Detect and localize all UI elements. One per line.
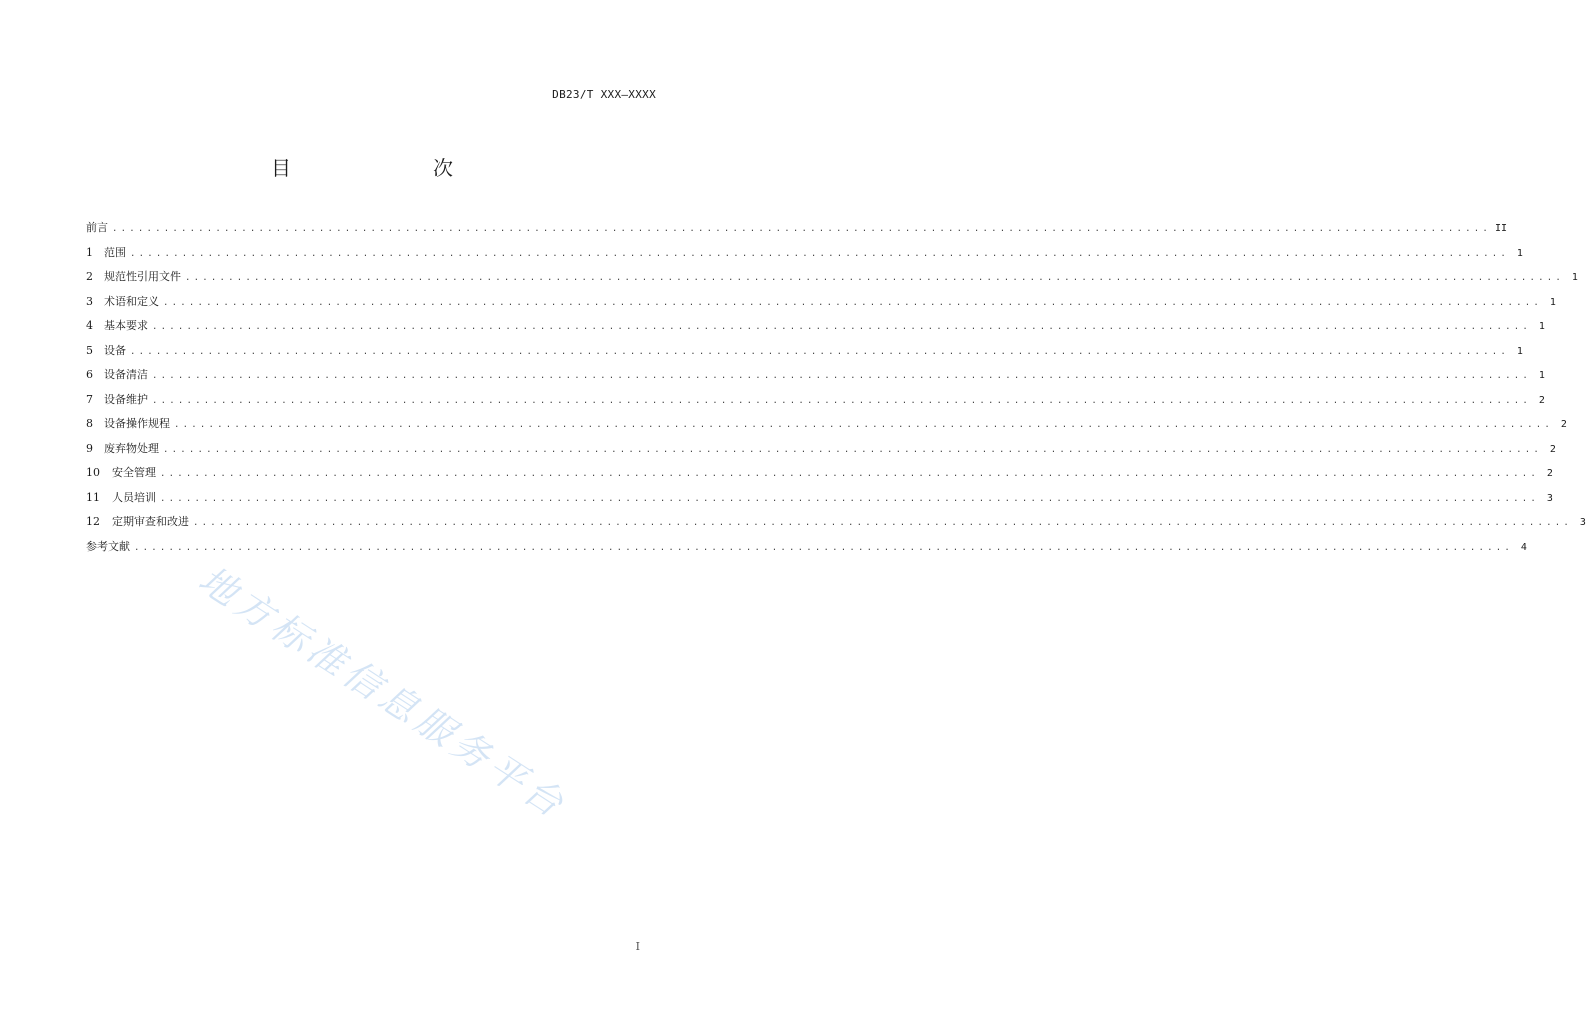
toc-entry[interactable] bbox=[86, 366, 1545, 391]
toc-entry[interactable] bbox=[86, 317, 1545, 342]
toc-entry[interactable] bbox=[86, 293, 1556, 318]
toc-entry-label: 设备清洁 bbox=[104, 368, 148, 381]
toc-dot-leader: ................................................................................................................................................................ bbox=[193, 518, 1572, 528]
toc-entry-page: 3 bbox=[1546, 492, 1553, 504]
table-of-contents bbox=[86, 219, 1586, 562]
toc-entry-page: 4 bbox=[1520, 541, 1527, 553]
toc-entry-number: 9 bbox=[86, 441, 93, 455]
toc-entry[interactable] bbox=[86, 464, 1553, 489]
toc-entry-number: 3 bbox=[86, 294, 93, 308]
toc-entry[interactable] bbox=[86, 489, 1553, 514]
toc-entry-label: 废弃物处理 bbox=[104, 441, 159, 455]
watermark: 地方标准信息服务平台 bbox=[191, 557, 576, 829]
toc-entry[interactable] bbox=[86, 513, 1586, 538]
toc-dot-leader: ................................................................................................................................................................ bbox=[163, 297, 1542, 308]
toc-entry-page: 1 bbox=[1538, 321, 1545, 332]
toc-dot-leader: ................................................................................................................................................................ bbox=[160, 493, 1539, 504]
toc-dot-leader: ................................................................................................................................................................ bbox=[130, 346, 1509, 357]
toc-dot-leader: ................................................................................................................................................................ bbox=[134, 542, 1513, 553]
toc-dot-leader: ................................................................................................................................................................ bbox=[174, 420, 1553, 430]
toc-dot-leader: ................................................................................................................................................................ bbox=[185, 273, 1564, 283]
toc-entry-number: 10 bbox=[86, 466, 100, 479]
toc-entry-label: 设备 bbox=[104, 343, 126, 357]
toc-entry-page: 2 bbox=[1546, 468, 1553, 479]
toc-entry-page: II bbox=[1494, 223, 1507, 234]
toc-entry-label: 规范性引用文件 bbox=[104, 270, 181, 283]
toc-entry-label: 参考文献 bbox=[86, 539, 130, 553]
toc-entry-page: 2 bbox=[1549, 443, 1556, 455]
document-code: DB23/T XXX—XXXX bbox=[552, 88, 656, 101]
toc-entry-label: 术语和定义 bbox=[104, 294, 159, 308]
toc-entry-page: 1 bbox=[1516, 345, 1523, 357]
toc-entry-label: 前言 bbox=[86, 221, 108, 234]
toc-entry[interactable] bbox=[86, 391, 1545, 416]
page-title: 目 次 bbox=[271, 156, 487, 180]
page-number: I bbox=[635, 940, 640, 953]
toc-entry-number: 11 bbox=[86, 490, 100, 504]
toc-dot-leader: ................................................................................................................................................................ bbox=[152, 395, 1531, 406]
toc-entry-number: 1 bbox=[86, 245, 93, 259]
toc-entry-label: 设备操作规程 bbox=[104, 417, 170, 430]
toc-entry-page: 1 bbox=[1549, 296, 1556, 308]
toc-entry-number: 4 bbox=[86, 319, 93, 332]
toc-entry-page: 2 bbox=[1538, 394, 1545, 406]
toc-entry-number: 12 bbox=[86, 515, 100, 528]
toc-dot-leader: ................................................................................................................................................................ bbox=[130, 248, 1509, 259]
toc-entry[interactable] bbox=[86, 342, 1523, 367]
toc-dot-leader: ................................................................................................................................................................ bbox=[163, 444, 1542, 455]
toc-entry[interactable] bbox=[86, 268, 1578, 293]
toc-entry-number: 6 bbox=[86, 368, 93, 381]
toc-entry-page: 1 bbox=[1538, 370, 1545, 381]
toc-entry-number: 2 bbox=[86, 270, 93, 283]
toc-dot-leader: ................................................................................................................................................................ bbox=[152, 371, 1531, 381]
toc-entry-label: 安全管理 bbox=[112, 466, 156, 479]
toc-entry-label: 范围 bbox=[104, 245, 126, 259]
toc-dot-leader: ................................................................................................................................................................ bbox=[152, 322, 1531, 332]
toc-entry-number: 8 bbox=[86, 417, 93, 430]
toc-entry-page: 1 bbox=[1571, 272, 1578, 283]
toc-entry[interactable] bbox=[86, 538, 1527, 563]
toc-dot-leader: ................................................................................................................................................................ bbox=[112, 224, 1491, 234]
toc-entry[interactable] bbox=[86, 415, 1567, 440]
toc-entry-label: 人员培训 bbox=[112, 490, 156, 504]
toc-entry-label: 设备维护 bbox=[104, 392, 148, 406]
toc-entry-label: 定期审查和改进 bbox=[112, 515, 189, 528]
toc-entry[interactable] bbox=[86, 440, 1556, 465]
toc-entry-number: 5 bbox=[86, 343, 93, 357]
toc-entry-label: 基本要求 bbox=[104, 319, 148, 332]
toc-entry-page: 2 bbox=[1560, 419, 1567, 430]
toc-entry[interactable] bbox=[86, 244, 1523, 269]
toc-dot-leader: ................................................................................................................................................................ bbox=[160, 469, 1539, 479]
toc-entry[interactable] bbox=[86, 219, 1507, 244]
toc-entry-number: 7 bbox=[86, 392, 93, 406]
toc-entry-page: 1 bbox=[1516, 247, 1523, 259]
toc-entry-page: 3 bbox=[1579, 517, 1586, 528]
